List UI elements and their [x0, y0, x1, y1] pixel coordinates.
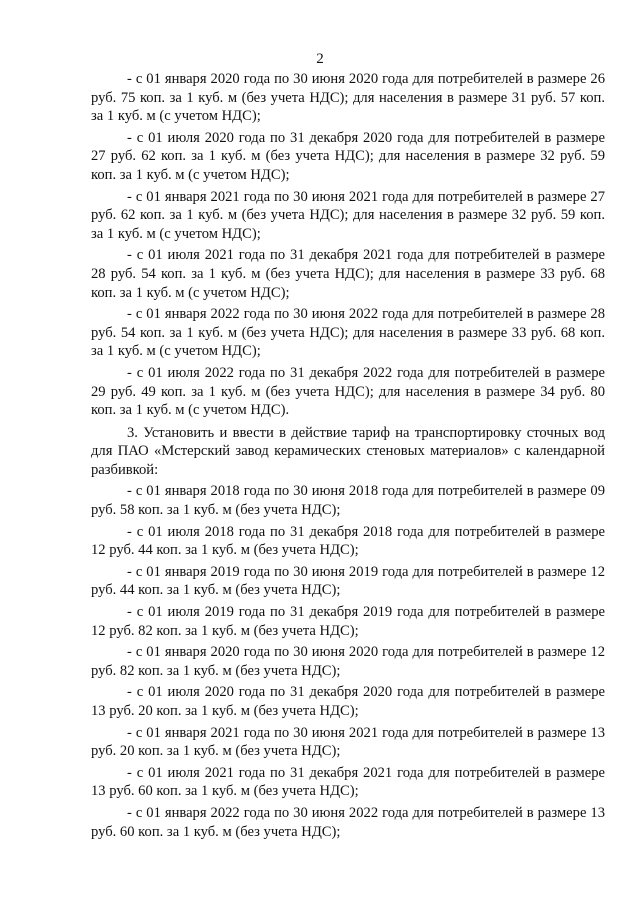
tariff-period-item: - с 01 июля 2021 года по 31 декабря 2021 года для потребителей в размере 28 руб. 54 коп. за 1 куб. м (без учета НДС); для населения в размере 33 руб. 68 коп. за 1 куб. м (с учетом НДС);: [91, 247, 605, 301]
tariff-period-item: - с 01 июля 2020 года по 31 декабря 2020 года для потребителей в размере 13 руб. 20 коп. за 1 куб. м (без учета НДС);: [91, 684, 605, 719]
tariff-period-item: - с 01 января 2020 года по 30 июня 2020 года для потребителей в размере 26 руб. 75 коп. за 1 куб. м (без учета НДС); для населения в размере 31 руб. 57 коп. за 1 куб. м (с учетом НДС);: [91, 71, 605, 125]
tariff-period-item: - с 01 января 2018 года по 30 июня 2018 года для потребителей в размере 09 руб. 58 коп. за 1 куб. м (без учета НДС);: [91, 483, 605, 519]
page-number: 2: [316, 51, 324, 67]
document-body: [91, 70, 605, 844]
tariff-period-item: - с 01 января 2021 года по 30 июня 2021 года для потребителей в размере 27 руб. 62 коп. за 1 куб. м (без учета НДС); для населения в размере 32 руб. 59 коп. за 1 куб. м (с учетом НДС);: [91, 188, 605, 242]
tariff-period-item: - с 01 июля 2020 года по 31 декабря 2020 года для потребителей в размере 27 руб. 62 коп. за 1 куб. м (без учета НДС); для населения в размере 32 руб. 59 коп. за 1 куб. м (с учетом НДС);: [91, 129, 605, 183]
tariff-period-item: - с 01 июля 2019 года по 31 декабря 2019 года для потребителей в размере 12 руб. 82 коп. за 1 куб. м (без учета НДС);: [91, 604, 605, 639]
tariff-period-item: - с 01 июля 2018 года по 31 декабря 2018 года для потребителей в размере 12 руб. 44 коп. за 1 куб. м (без учета НДС);: [91, 523, 605, 559]
tariff-period-item: - с 01 января 2022 года по 30 июня 2022 года для потребителей в размере 28 руб. 54 коп. за 1 куб. м (без учета НДС); для населения в размере 33 руб. 68 коп. за 1 куб. м (с учетом НДС);: [91, 306, 605, 360]
tariff-period-item: - с 01 января 2020 года по 30 июня 2020 года для потребителей в размере 12 руб. 82 коп. за 1 куб. м (без учета НДС);: [91, 644, 605, 679]
tariff-period-item: - с 01 июля 2022 года по 31 декабря 2022 года для потребителей в размере 29 руб. 49 коп. за 1 куб. м (без учета НДС); для населения в размере 34 руб. 80 коп. за 1 куб. м (с учетом НДС).: [91, 364, 605, 419]
tariff-period-item: - с 01 января 2019 года по 30 июня 2019 года для потребителей в размере 12 руб. 44 коп. за 1 куб. м (без учета НДС);: [91, 563, 605, 599]
tariff-period-item: - с 01 января 2022 года по 30 июня 2022 года для потребителей в размере 13 руб. 60 коп. за 1 куб. м (без учета НДС);: [91, 804, 605, 840]
section-heading-paragraph: 3. Установить и ввести в действие тариф на транспортировку сточных вод для ПАО «Мстерский завод керамических стеновых материалов» с календарной разбивкой:: [91, 424, 605, 478]
tariff-period-item: - с 01 января 2021 года по 30 июня 2021 года для потребителей в размере 13 руб. 20 коп. за 1 куб. м (без учета НДС);: [91, 724, 605, 760]
tariff-period-item: - с 01 июля 2021 года по 31 декабря 2021 года для потребителей в размере 13 руб. 60 коп. за 1 куб. м (без учета НДС);: [91, 764, 605, 800]
